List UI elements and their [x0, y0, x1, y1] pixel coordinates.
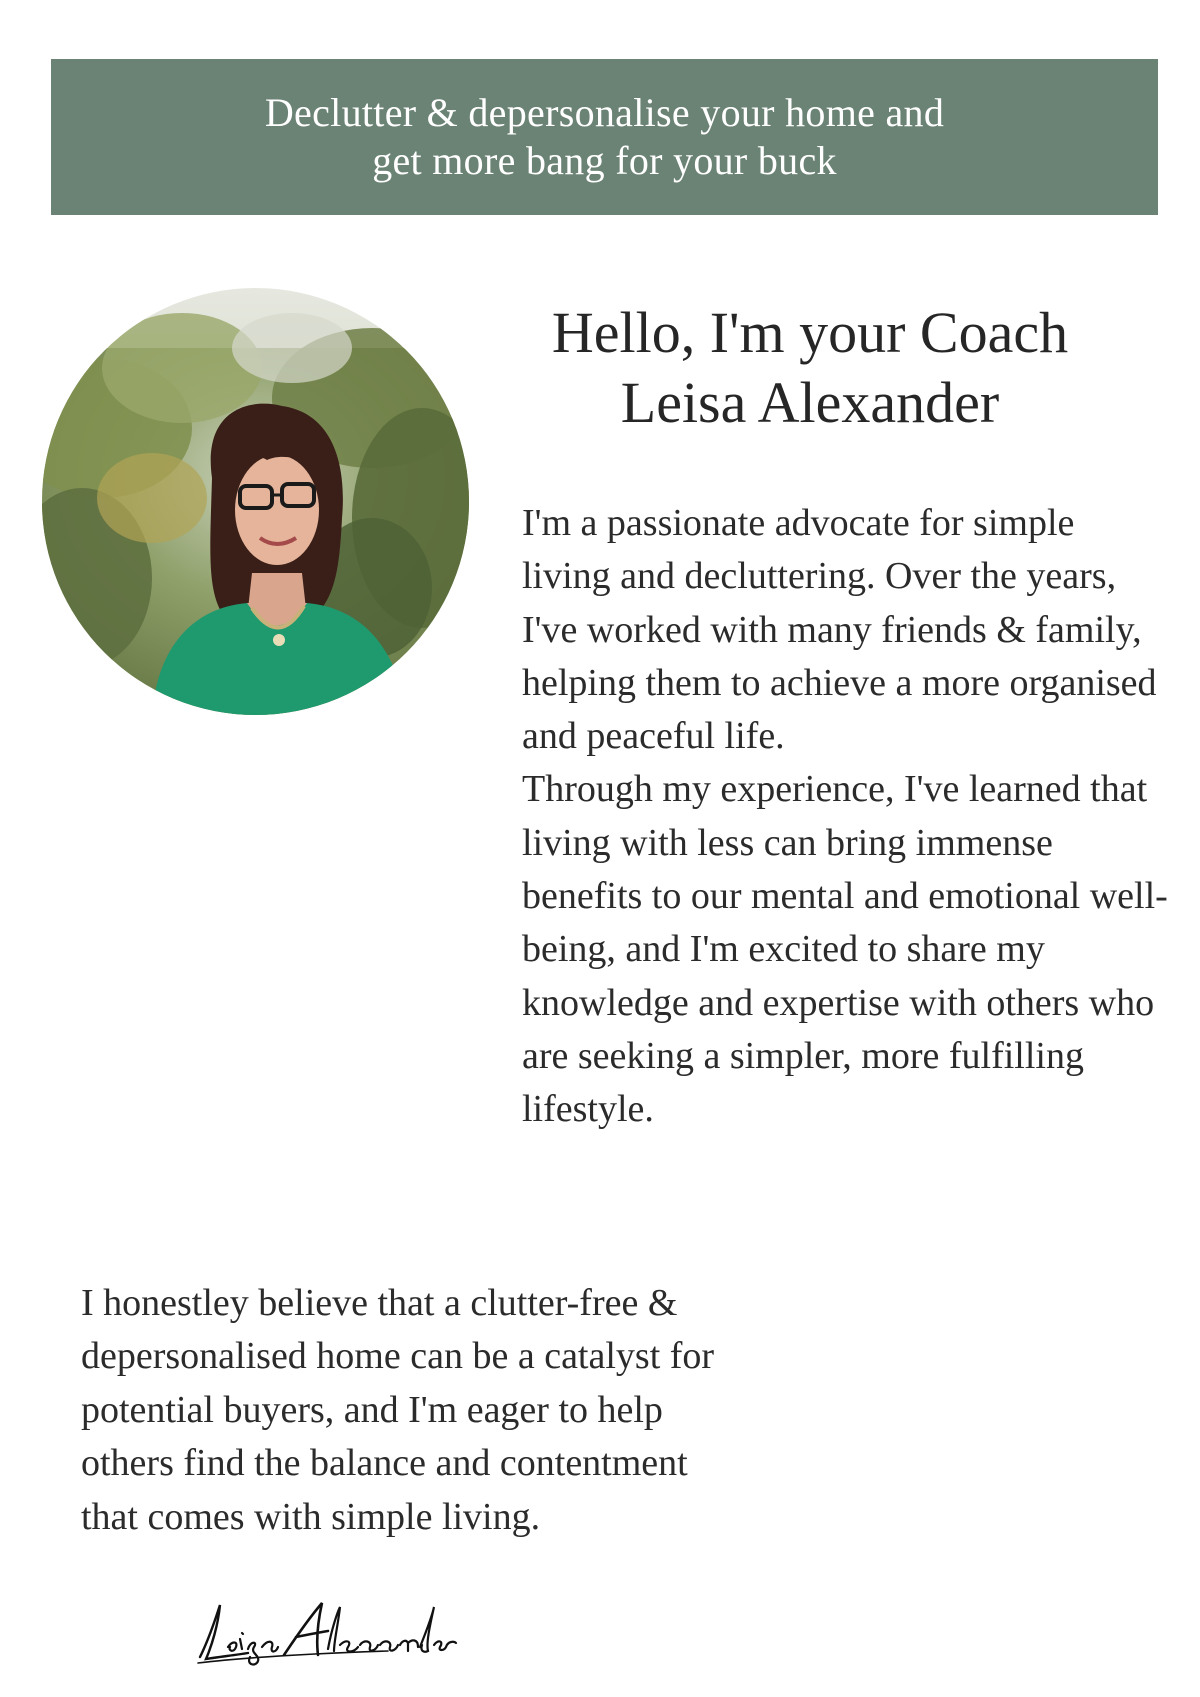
banner-line-1: Declutter & depersonalise your home and — [264, 90, 945, 135]
portrait-photo-icon — [42, 288, 469, 715]
page-title — [500, 298, 1120, 438]
signature — [188, 1597, 458, 1669]
belief-text — [81, 1277, 721, 1544]
coach-portrait — [42, 288, 469, 715]
intro-paragraph-1: I'm a passionate advocate for simple living and decluttering. Over the years, I've worked with many friends & family, helping them to achieve a more organised and peaceful life. — [522, 502, 1157, 758]
header-banner — [51, 59, 1158, 215]
signature-icon — [188, 1597, 458, 1669]
intro-text — [522, 497, 1172, 1137]
title-line-1: Hello, I'm your Coach — [551, 300, 1069, 365]
banner-line-2: get more bang for your buck — [372, 138, 837, 183]
intro-paragraph-2: Through my experience, I've learned that living with less can bring immense benefits to our mental and emotional well-being, and I'm excited to share my knowledge and expertise with others who are seeking a simpler, more fulfilling lifestyle. — [522, 768, 1168, 1131]
title-line-2: Leisa Alexander — [620, 370, 1000, 435]
belief-paragraph: I honestley believe that a clutter-free & depersonalised home can be a catalyst for potential buyers, and I'm eager to help others find the balance and contentment that comes with simple living. — [81, 1282, 715, 1538]
